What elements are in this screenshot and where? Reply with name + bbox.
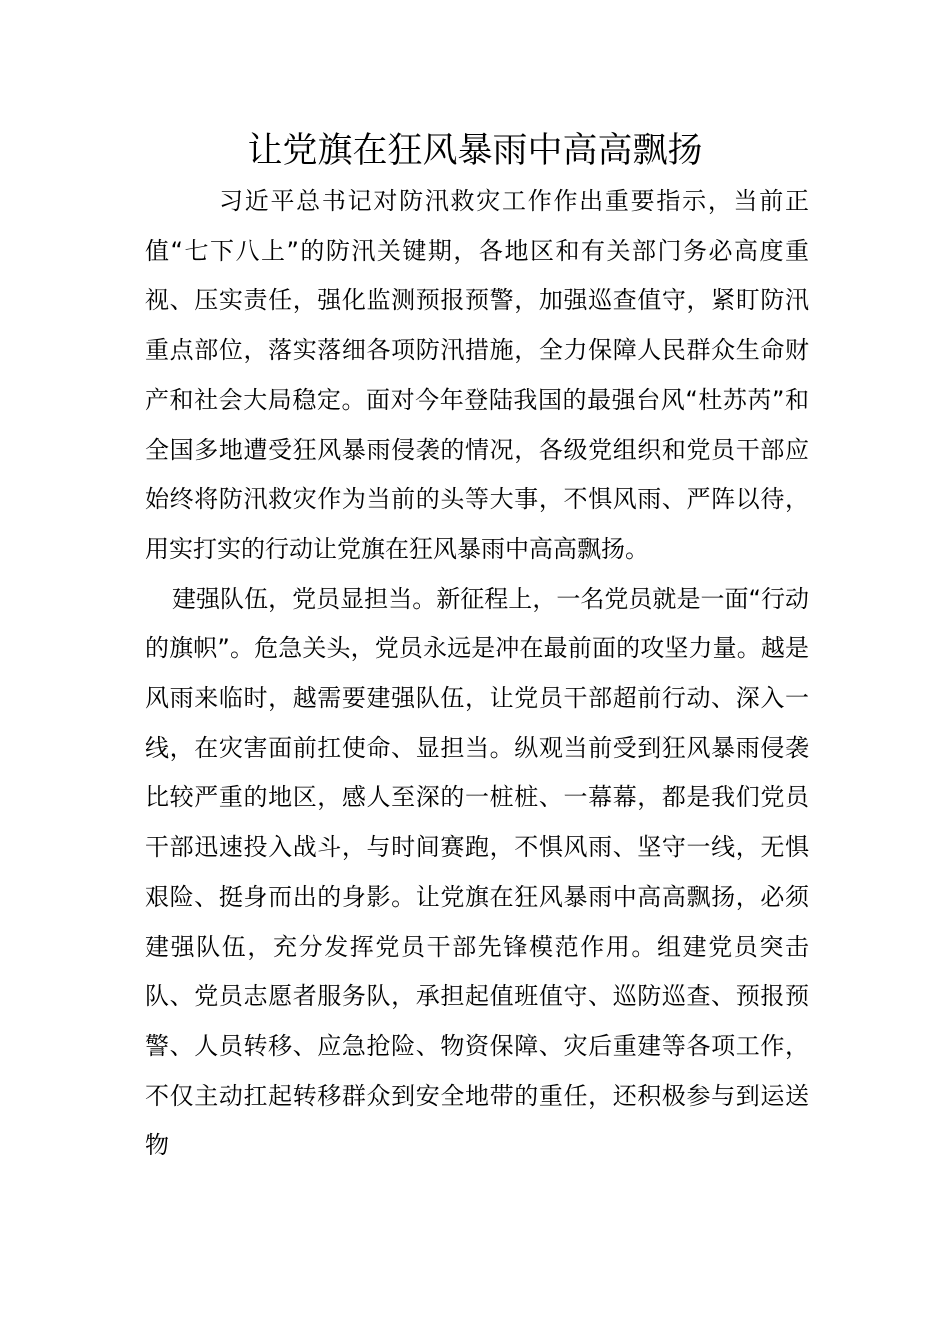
paragraph-team-building: 建强队伍，党员显担当。新征程上，一名党员就是一面“行动的旗帜”。危急关头，党员永远是冲在最前面的攻坚力量。越是风雨来临时，越需要建强队伍，让党员干部超前行动、深入一线，在灾害面前扛使命、显担当。纵观当前受到狂风暴雨侵袭比较严重的地区，感人至深的一桩桩、一幕幕，都是我们党员干部迅速投入战斗，与时间赛跑，不惧风雨、坚守一线，无惧艰险、挺身而出的身影。让党旗在狂风暴雨中高高飘扬，必须建强队伍，充分发挥党员干部先锋模范作用。组建党员突击队、党员志愿者服务队，承担起值班值守、巡防巡查、预报预警、人员转移、应急抢险、物资保障、灾后重建等各项工作，不仅主动扛起转移群众到安全地带的重任，还积极参与到运送物	[145, 584, 809, 1160]
document-title: 让党旗在狂风暴雨中高高飘扬	[247, 131, 703, 171]
document-body	[145, 177, 809, 1171]
paragraph-intro: 习近平总书记对防汛救灾工作作出重要指示，当前正值“七下八上”的防汛关键期，各地区和有关部门务必高度重视、压实责任，强化监测预报预警，加强巡查值守，紧盯防汛重点部位，落实落细各项防汛措施，全力保障人民群众生命财产和社会大局稳定。面对今年登陆我国的最强台风“杜苏芮”和全国多地遭受狂风暴雨侵袭的情况，各级党组织和党员干部应始终将防汛救灾作为当前的头等大事，不惧风雨、严阵以待，用实打实的行动让党旗在狂风暴雨中高高飘扬。	[145, 187, 809, 563]
